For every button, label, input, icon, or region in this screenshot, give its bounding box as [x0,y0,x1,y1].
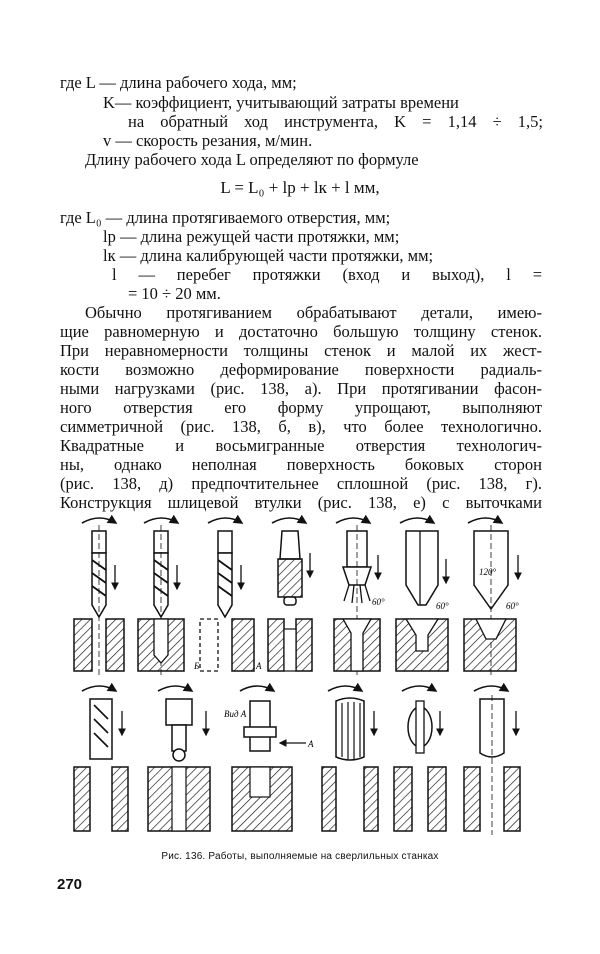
workpiece-4 [268,619,312,671]
text-line-1: где L — длина рабочего хода, мм; [60,73,297,92]
paragraph-line-5: ными нагрузками (рис. 138, а). При протягивании фасон- [60,379,542,398]
label-a: А [256,661,262,671]
workpiece-3 [193,619,262,671]
paragraph-line-9: ны, однако неполная поверхность боковых сторон [60,455,542,474]
paragraph-line-7: симметричной (рис. 138, б, в), что более технологично. [60,417,542,436]
text-line-9: l — перебег протяжки (вход и выход), l = [112,265,542,284]
figure-caption: Рис. 136. Работы, выполняемые на сверлильных станках [161,851,439,862]
label-b: Б [194,661,200,671]
paragraph-line-11: Конструкция шлицевой втулки (рис. 138, е) с выточками [60,493,542,512]
paragraph-line-1: Обычно протягиванием обрабатывают детали, имею- [85,303,542,322]
text-line-4: v — скорость резания, м/мин. [103,131,313,150]
fluted-reamer-tool-11 [328,686,374,760]
workpiece-11 [322,767,378,831]
workpiece-7 [464,619,516,671]
workpiece-10 [232,767,292,831]
angle-60-a: 60° [372,597,385,607]
paragraph-line-8: Квадратные и восьмигранные отверстия технологич- [60,436,542,455]
angle-60-b: 60° [436,601,449,611]
reamer-tool-8 [82,686,122,759]
text-line-10: = 10 ÷ 20 мм. [128,284,221,303]
text-line-5: Длину рабочего хода L определяют по формуле [85,150,419,169]
workpiece-8 [74,767,128,831]
twist-drill-tool-3 [208,518,242,617]
workpiece-6 [396,619,448,671]
tap-tool-4 [272,518,310,605]
workpiece-9 [148,767,210,831]
counterbore-tool-6 [400,518,449,611]
workpiece-5 [334,619,380,671]
page-number: 270 [57,876,83,893]
paragraph-line-4: кости возможно деформирование поверхности радиаль- [60,360,542,379]
workpiece-2 [138,619,184,671]
text-line-6: где L₀ — длина протягиваемого отверстия, мм; [60,208,391,227]
spot-facer-tool-10 [224,686,314,751]
paragraph-line-3: При неравномерности толщины стенок и малой их жест- [60,341,542,360]
label-a-arrow: А [308,739,314,749]
text-line-8: lк — длина калибрующей части протяжки, мм; [103,246,434,265]
angle-120: 120° [479,567,497,577]
paragraph-line-2: щие равномерную и достаточно большую толщину стенок. [60,322,542,341]
label-view-a: Вид А [224,709,247,719]
drilling-operations-figure [60,505,540,845]
text-line-2: K— коэффициент, учитывающий затраты времени [103,93,459,112]
formula-work-stroke: L = L₀ + lр + lк + l мм, [220,178,380,197]
text-line-3: на обратный ход инструмента, K = 1,14 ÷ 1,5; [128,112,543,131]
boring-tool-9 [158,686,206,761]
paragraph-line-10: (рис. 138, д) предпочтительнее сплошной (рис. 138, г). [60,474,542,493]
paragraph-line-6: ного отверстия его форму упрощают, выполняют [60,398,542,417]
workpiece-12 [394,767,446,831]
spherical-tool-12 [402,686,440,753]
angle-60-c: 60° [506,601,519,611]
text-line-7: lр — длина режущей части протяжки, мм; [103,227,400,246]
